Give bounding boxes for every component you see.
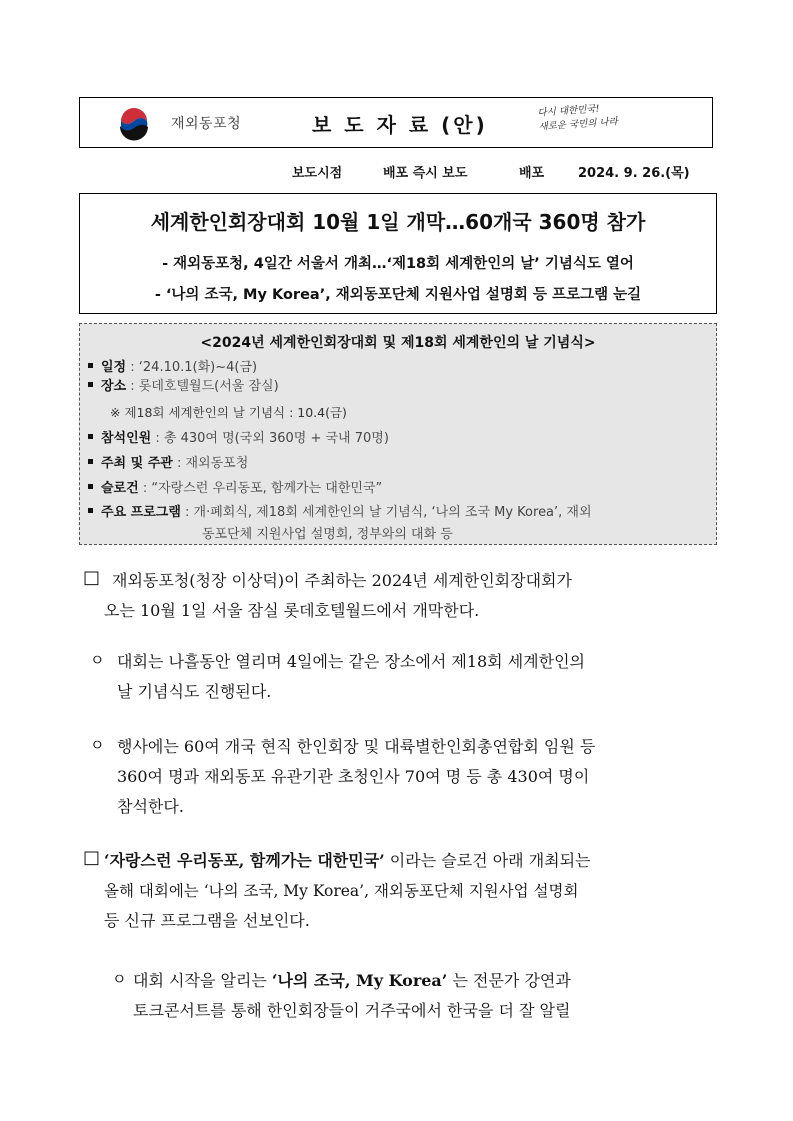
summary-item-slogan: 슬로건 : “자랑스런 우리동포, 함께가는 대한민국” <box>88 480 382 498</box>
square-marker-icon: □ <box>83 847 101 868</box>
summary-item-programs: 주요 프로그램 : 개·폐회식, 제18회 세계한인의 날 기념식, ‘나의 조국 My Korea’, 재외 <box>88 504 592 522</box>
square-bullet-icon <box>88 508 93 513</box>
circle-marker-icon: ㅇ <box>112 970 127 988</box>
circle-marker-icon: ㅇ <box>90 651 105 669</box>
headline: 세계한인회장대회 10월 1일 개막…60개국 360명 참가 <box>150 210 646 234</box>
event-summary-box <box>79 323 717 545</box>
paragraph-2-line-1: 대회는 나흘동안 열리며 4일에는 같은 장소에서 제18회 세계한인의 <box>117 652 585 671</box>
square-bullet-icon <box>88 363 93 368</box>
paragraph-2-line-2: 날 기념식도 진행된다. <box>117 682 272 701</box>
summary-item-schedule: 일정 : ‘24.10.1(화)~4(금) <box>88 359 257 377</box>
square-bullet-icon <box>88 459 93 464</box>
subheadline-1: - 재외동포청, 4일간 서울서 개최…‘제18회 세계한인의 날’ 기념식도 열어 <box>162 256 634 272</box>
document-type-title: 보 도 자 료 (안) <box>312 113 488 137</box>
paragraph-1-line-1: 재외동포청(청장 이상덕)이 주최하는 2024년 세계한인회장대회가 <box>112 571 572 590</box>
release-date-value: 2024. 9. 26.(목) <box>578 166 690 181</box>
release-date-label: 배포 <box>519 166 545 181</box>
paragraph-1-line-2: 오는 10월 1일 서울 잠실 롯데호텔월드에서 개막한다. <box>104 601 480 620</box>
header-box <box>79 97 713 148</box>
paragraph-3-line-2: 360여 명과 재외동포 유관기관 초청인사 70여 명 등 총 430여 명이 <box>117 767 590 786</box>
government-logo-icon <box>117 107 151 141</box>
paragraph-4-line-3: 등 신규 프로그램을 선보인다. <box>104 911 310 930</box>
paragraph-3-line-1: 행사에는 60여 개국 현직 한인회장 및 대륙별한인회총연합회 임원 등 <box>117 737 596 756</box>
summary-item-attendees: 참석인원 : 총 430여 명(국외 360명 + 국내 70명) <box>88 430 389 448</box>
paragraph-3-line-3: 참석한다. <box>117 797 184 816</box>
handwritten-slogan: 다시 대한민국! 새로운 국민의 나라 <box>537 103 619 133</box>
summary-note: ※ 제18회 세계한인의 날 기념식 : 10.4(금) <box>110 405 347 420</box>
agency-name: 재외동포청 <box>171 116 242 132</box>
paragraph-4-line-1: ‘자랑스런 우리동포, 함께가는 대한민국’ 이라는 슬로건 아래 개최되는 <box>104 851 591 870</box>
summary-item-organizer: 주최 및 주관 : 재외동포청 <box>88 455 248 473</box>
subheadline-2: - ‘나의 조국, My Korea’, 재외동포단체 지원사업 설명회 등 프로그램 눈길 <box>154 287 642 303</box>
circle-marker-icon: ㅇ <box>90 736 105 754</box>
release-time-value: 배포 즉시 보도 <box>383 166 468 181</box>
summary-heading: <2024년 세계한인회장대회 및 제18회 세계한인의 날 기념식> <box>200 335 596 351</box>
square-bullet-icon <box>88 382 93 387</box>
summary-item-venue: 장소 : 롯데호텔월드(서울 잠실) <box>88 378 279 396</box>
square-bullet-icon <box>88 434 93 439</box>
summary-programs-continued: 동포단체 지원사업 설명회, 정부와의 대화 등 <box>202 527 453 542</box>
paragraph-4-line-2: 올해 대회에는 ‘나의 조국, My Korea’, 재외동포단체 지원사업 설명회 <box>104 882 579 900</box>
paragraph-5-line-2: 토크콘서트를 통해 한인회장들이 거주국에서 한국을 더 잘 알릴 <box>133 1001 571 1020</box>
square-marker-icon: □ <box>83 567 101 588</box>
paragraph-5-line-1: 대회 시작을 알리는 ‘나의 조국, My Korea’ 는 전문가 강연과 <box>133 971 571 990</box>
square-bullet-icon <box>88 484 93 489</box>
release-time-label: 보도시점 <box>292 166 343 181</box>
headline-box <box>79 193 717 314</box>
